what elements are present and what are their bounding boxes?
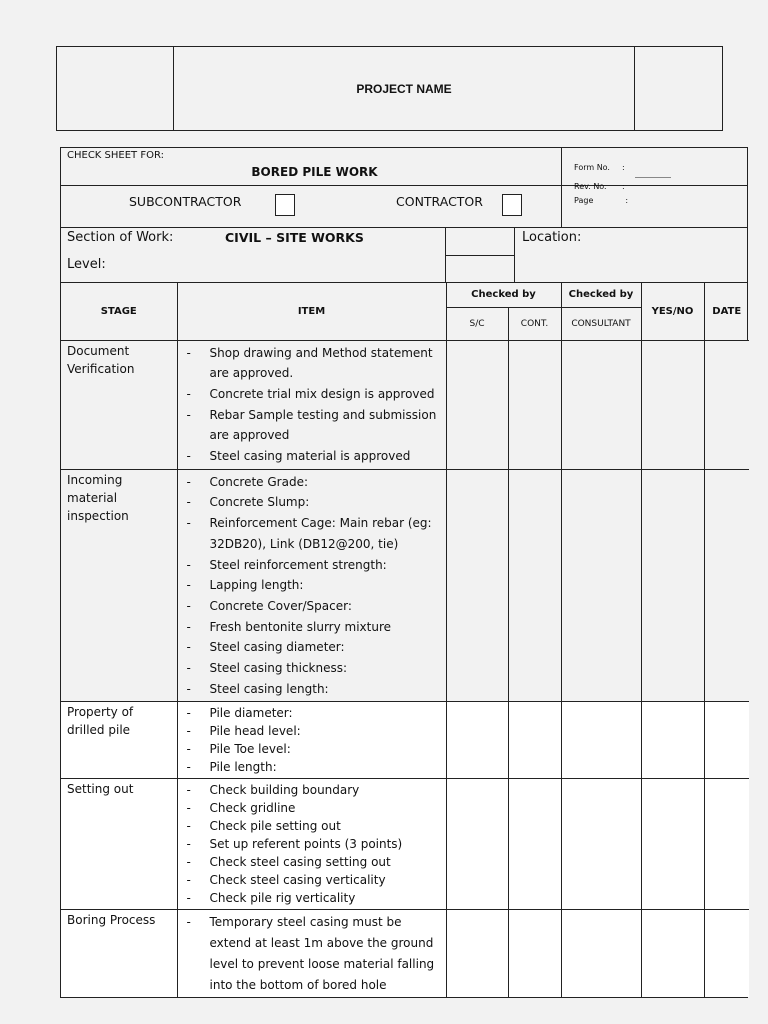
bullet-dash: - [186,661,191,676]
item-text: Check pile setting out [209,819,341,834]
consultant-cell[interactable] [561,340,641,469]
subcontractor-label: SUBCONTRACTOR [129,194,242,209]
item-text: Lapping length: [209,578,304,593]
list-item [178,596,442,617]
header-right-cell [634,47,722,130]
item-text: Pile Toe level: [209,742,291,757]
inspection-table-wrap [61,283,747,997]
item-text: Fresh bentonite slurry mixture [209,619,391,634]
date-cell[interactable] [704,779,749,910]
item-text: Steel casing diameter: [209,640,345,655]
bullet-dash: - [186,449,191,464]
list-item [178,658,442,679]
list-item [178,853,442,871]
list-item [178,679,442,700]
item-text: Set up referent points (3 points) [209,837,403,852]
list-item [178,722,442,740]
sheet-title: BORED PILE WORK [251,165,378,179]
list-item [178,513,442,554]
list-item [178,384,442,405]
bullet-dash: - [186,724,191,739]
cont-cell[interactable] [508,702,561,779]
item-text: Check building boundary [209,783,360,798]
item-text: Pile diameter: [209,706,293,721]
section-of-work-value: CIVIL – SITE WORKS [225,230,364,245]
bullet-dash: - [186,578,191,593]
list-item [178,912,442,995]
item-text: Pile length: [209,760,277,775]
bullet-dash: - [186,801,191,816]
party-row [61,186,747,228]
list-item [178,637,442,658]
item-cell [177,779,446,910]
table-row [61,340,749,469]
item-text: Concrete Grade: [209,474,309,489]
bullet-dash: - [186,855,191,870]
consultant-cell[interactable] [561,469,641,702]
list-item [178,575,442,596]
contractor-checkbox[interactable] [502,194,522,216]
bullet-dash: - [186,495,191,510]
consultant-header: CONSULTANT [561,307,641,340]
table-row [61,702,749,779]
level-label: Level: [67,257,106,272]
cont-cell[interactable] [508,469,561,702]
item-text: Steel reinforcement strength: [209,557,387,572]
date-cell[interactable] [704,340,749,469]
stage-cell: Incoming material inspection [61,469,177,702]
item-text: Rebar Sample testing and submission are approved [209,407,437,443]
stage-cell: Setting out [61,779,177,910]
bullet-dash: - [186,619,191,634]
item-text: Steel casing length: [209,681,329,696]
subcontractor-checkbox[interactable] [275,194,295,216]
bullet-dash: - [186,681,191,696]
sc-cell[interactable] [446,469,508,702]
bullet-dash: - [186,516,191,531]
checked-by-header-1: Checked by [446,283,561,307]
list-item [178,799,442,817]
list-item [178,472,442,493]
bullet-dash: - [186,783,191,798]
table-row [61,469,749,702]
item-text: Shop drawing and Method statement are approved. [209,345,433,381]
check-sheet [60,147,748,998]
bullet-dash: - [186,742,191,757]
list-item [178,871,442,889]
item-text: Steel casing material is approved [209,449,411,464]
list-item [178,492,442,513]
form-no-label: Form No. [574,163,610,172]
yes-no-cell[interactable] [641,910,704,997]
consultant-cell[interactable] [561,702,641,779]
list-item [178,740,442,758]
item-header: ITEM [177,283,446,340]
sc-cell[interactable] [446,910,508,997]
bullet-dash: - [186,706,191,721]
sc-cell[interactable] [446,779,508,910]
location-label: Location: [522,230,582,245]
sc-cell[interactable] [446,702,508,779]
stage-cell: Property of drilled pile [61,702,177,779]
header-logo-cell [57,47,174,130]
cont-cell[interactable] [508,779,561,910]
bullet-dash: - [186,640,191,655]
bullet-dash: - [186,345,191,360]
item-text: Check pile rig verticality [209,891,356,906]
item-text: Check steel casing setting out [209,855,391,870]
bullet-dash: - [186,407,191,422]
consultant-cell[interactable] [561,779,641,910]
date-header: DATE [704,283,749,340]
checked-by-header-2: Checked by [561,283,641,307]
list-item [178,446,442,467]
list-item [178,781,442,799]
date-cell[interactable] [704,910,749,997]
item-cell [177,702,446,779]
item-text: Reinforcement Cage: Main rebar (eg: 32DB20), Link (DB12@200, tie) [209,516,432,551]
bullet-dash: - [186,598,191,613]
yes-no-header: YES/NO [641,283,704,340]
cont-header: CONT. [508,307,561,340]
item-text: Check gridline [209,801,296,816]
item-cell [177,469,446,702]
item-text: Steel casing thickness: [209,661,348,676]
title-row [61,148,747,191]
cont-cell[interactable] [508,910,561,997]
bullet-dash: - [186,557,191,572]
list-item [178,617,442,638]
bullet-dash: - [186,819,191,834]
sc-header: S/C [446,307,508,340]
stage-cell: Document Verification [61,340,177,469]
list-item [178,889,442,907]
item-text: Concrete trial mix design is approved [209,386,435,401]
item-text: Temporary steel casing must be extend at least 1m above the ground level to prevent loose material falling into the bottom of bored hole [209,915,435,992]
stage-cell: Boring Process [61,910,177,997]
date-cell[interactable] [704,702,749,779]
section-row [61,228,747,283]
stage-header: STAGE [61,283,177,340]
item-cell [177,910,446,997]
consultant-cell[interactable] [561,910,641,997]
page-field: Page : [574,196,629,205]
yes-no-cell[interactable] [641,702,704,779]
list-item [178,704,442,722]
item-text: Check steel casing verticality [209,873,386,888]
date-cell[interactable] [704,469,749,702]
contractor-label: CONTRACTOR [396,194,483,209]
list-item [178,758,442,776]
yes-no-cell[interactable] [641,469,704,702]
bullet-dash: - [186,891,191,906]
list-item [178,343,442,384]
item-text: Concrete Slump: [209,495,310,510]
bullet-dash: - [186,760,191,775]
yes-no-cell[interactable] [641,340,704,469]
bullet-dash: - [186,873,191,888]
inspection-table [61,283,749,997]
bullet-dash: - [186,915,191,930]
item-cell [177,340,446,469]
project-header [56,46,723,131]
item-text: Pile head level: [209,724,301,739]
project-name: PROJECT NAME [356,81,452,96]
bullet-dash: - [186,386,191,401]
bullet-dash: - [186,474,191,489]
rev-no-label: Rev. No. [574,182,607,191]
list-item [178,835,442,853]
cont-cell[interactable] [508,340,561,469]
table-row [61,779,749,910]
list-item [178,405,442,446]
table-row [61,910,749,997]
section-of-work-label: Section of Work: [67,230,174,245]
list-item [178,555,442,576]
item-text: Concrete Cover/Spacer: [209,598,352,613]
yes-no-cell[interactable] [641,779,704,910]
check-sheet-for-label: CHECK SHEET FOR: [67,150,164,161]
form-meta: Form No. : Rev. No. : [574,158,671,196]
bullet-dash: - [186,837,191,852]
sc-cell[interactable] [446,340,508,469]
list-item [178,817,442,835]
